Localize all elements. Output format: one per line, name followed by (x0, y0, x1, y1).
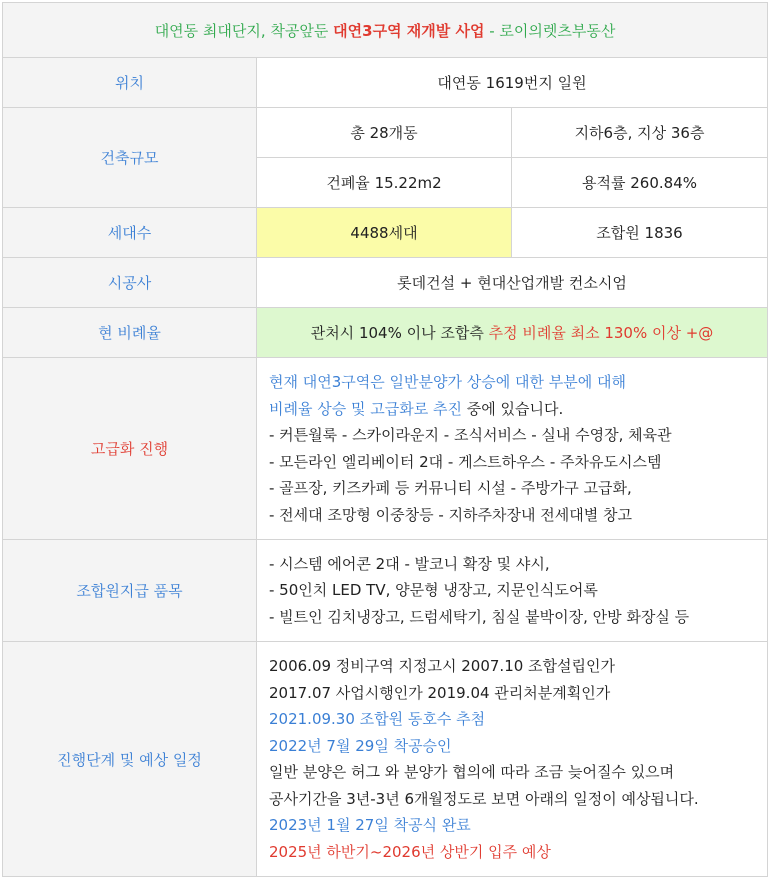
items-label: 조합원지급 품목 (3, 540, 257, 642)
location-label: 위치 (3, 58, 257, 108)
upgrade-label: 고급화 진행 (3, 358, 257, 540)
scale-far: 용적률 260.84% (512, 158, 768, 208)
schedule-line7: 2023년 1월 27일 착공식 완료 (269, 816, 471, 834)
items-line2: - 50인치 LED TV, 양문형 냉장고, 지문인식도어록 (269, 581, 598, 600)
schedule-label: 진행단계 및 예상 일정 (3, 642, 257, 877)
items-line1: - 시스템 에어콘 2대 - 발코니 확장 및 샤시, (269, 554, 550, 573)
households-total: 4488세대 (257, 208, 512, 258)
upgrade-line2 (269, 396, 755, 423)
title-part1: 대연동 최대단지, 착공앞둔 (154, 21, 334, 40)
schedule-content (257, 642, 768, 877)
ratio-value-text: 관처시 104% 이나 조합측 (310, 324, 489, 342)
scale-coverage: 건폐율 15.22m2 (257, 158, 512, 208)
title-part2: 대연3구역 재개발 사업 (333, 21, 485, 40)
constructor-value: 롯데건설 + 현대산업개발 컨소시엄 (257, 258, 768, 308)
ratio-value-highlight: 추정 비례율 최소 130% 이상 +@ (488, 324, 714, 342)
households-members: 조합원 1836 (512, 208, 768, 258)
schedule-line5: 일반 분양은 허그 와 분양가 협의에 따라 조금 늦어질수 있으며 (269, 763, 675, 781)
schedule-line8: 2025년 하반기~2026년 상반기 입주 예상 (269, 842, 551, 861)
upgrade-line5: - 골프장, 키즈카페 등 커뮤니티 시설 - 주방가구 고급화, (269, 479, 632, 497)
items-content (257, 540, 768, 642)
upgrade-content (257, 358, 768, 540)
schedule-line2: 2017.07 사업시행인가 2019.04 관리처분계획인가 (269, 683, 611, 702)
items-line3: - 빌트인 김치냉장고, 드럼세탁기, 침실 붙박이장, 안방 화장실 등 (269, 607, 690, 626)
location-value: 대연동 1619번지 일원 (257, 58, 768, 108)
upgrade-line6: - 전세대 조망형 이중창등 - 지하주차장내 전세대별 창고 (269, 505, 632, 524)
title-part3: - 로이의렛츠부동산 (484, 21, 616, 40)
upgrade-line1: 현재 대연3구역은 일반분양가 상승에 대한 부분에 대해 (269, 373, 626, 391)
households-label: 세대수 (3, 208, 257, 258)
info-table (2, 2, 768, 877)
scale-buildings: 총 28개동 (257, 108, 512, 158)
scale-floors: 지하6층, 지상 36층 (512, 108, 768, 158)
schedule-line6: 공사기간을 3년-3년 6개월정도로 보면 아래의 일정이 예상됩니다. (269, 789, 699, 808)
upgrade-line2-highlight: 비례율 상승 및 고급화로 추진 (269, 399, 462, 418)
schedule-line4: 2022년 7월 29일 착공승인 (269, 736, 452, 755)
scale-label: 건축규모 (3, 108, 257, 208)
upgrade-line4: - 모든라인 엘리베이터 2대 - 게스트하우스 - 주차유도시스템 (269, 452, 662, 471)
upgrade-line3: - 커튼월룩 - 스카이라운지 - 조식서비스 - 실내 수영장, 체육관 (269, 426, 672, 444)
ratio-label: 현 비례율 (3, 308, 257, 358)
constructor-label: 시공사 (3, 258, 257, 308)
upgrade-line2-text: 중에 있습니다. (461, 399, 564, 418)
schedule-line1: 2006.09 정비구역 지정고시 2007.10 조합설립인가 (269, 657, 615, 675)
ratio-value (257, 308, 768, 358)
schedule-line3: 2021.09.30 조합원 동호수 추첨 (269, 710, 486, 728)
table-title (3, 3, 768, 58)
